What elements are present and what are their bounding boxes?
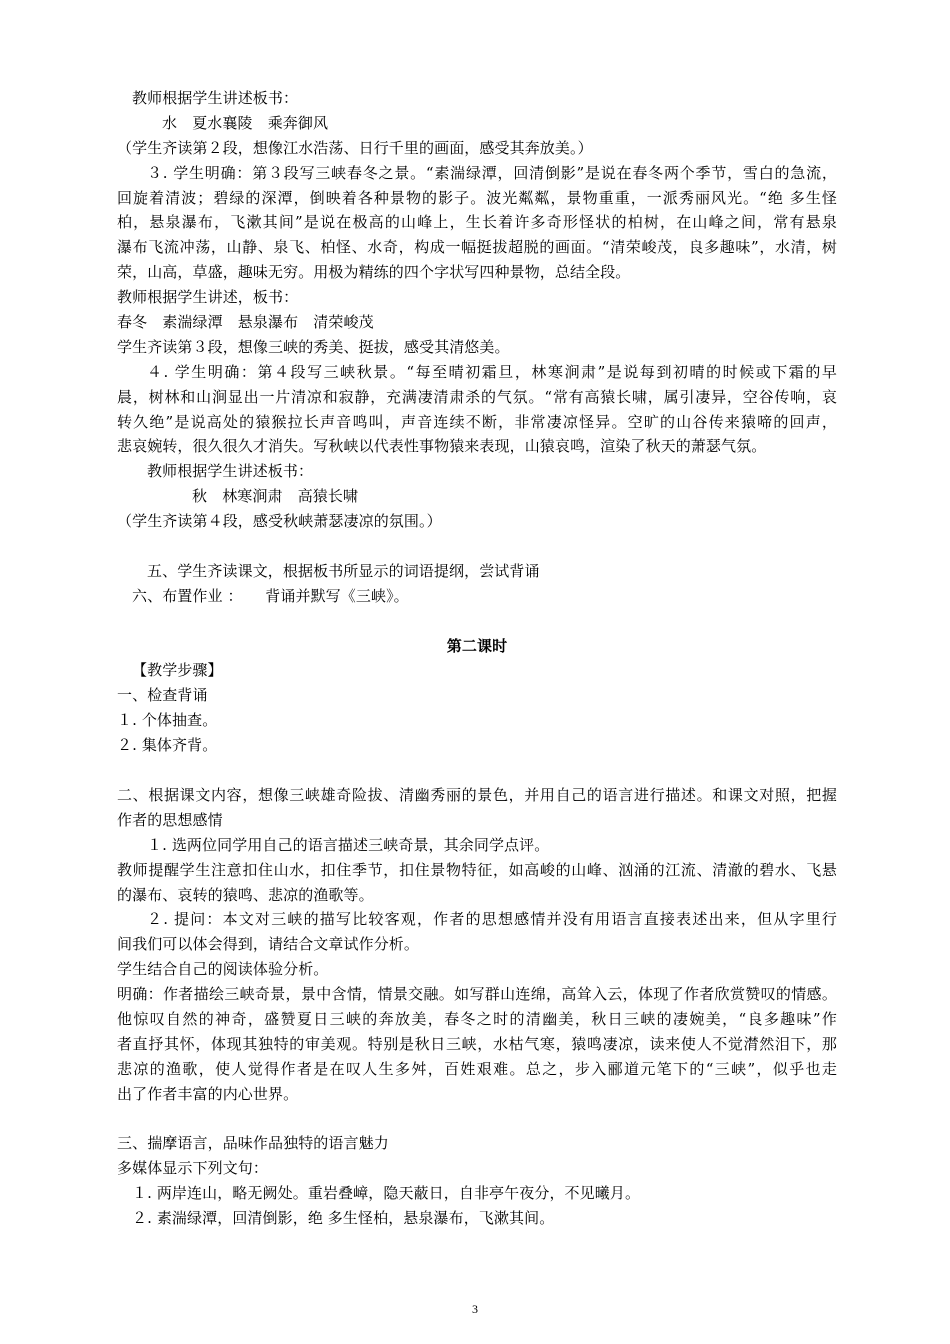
text-line: ２. 提问：本文对三峡的描写比较客观，作者的思想感情并没有用语言直接表述出来，但从字里行 bbox=[147, 910, 837, 929]
text-line: （学生齐读第４段，感受秋峡萧瑟凄凉的氛围。） bbox=[117, 512, 442, 531]
text-line: 一、检查背诵 bbox=[117, 686, 208, 705]
text-line: ２. 集体齐背。 bbox=[117, 736, 218, 755]
text-line: 作者的思想感情 bbox=[117, 810, 223, 829]
text-line: 教师根据学生讲述板书： bbox=[132, 89, 299, 107]
text-line: 柏，悬泉瀑布，飞漱其间”是说在极高的山峰上，生长着许多奇形怪状的柏树，在山峰之间，常有悬泉 bbox=[117, 213, 837, 232]
text-line: 间我们可以体会得到，请结合文章试作分析。 bbox=[117, 935, 420, 954]
text-line: 秋 林寒涧肃 高猿长啸 bbox=[192, 487, 359, 506]
text-line: 出了作者丰富的内心世界。 bbox=[117, 1084, 299, 1103]
text-line: 春冬 素湍绿潭 悬泉瀑布 清荣峻茂 bbox=[117, 313, 374, 332]
text-line: 悲哀婉转，很久很久才消失。写秋峡以代表性事物猿来表现，山猿哀鸣，渲染了秋天的萧瑟气氛。 bbox=[117, 437, 767, 456]
text-line: 教师根据学生讲述，板书： bbox=[117, 288, 299, 307]
text-line: 荣，山高，草盛，趣味无穷。用极为精练的四个字状写四种景物，总结全段。 bbox=[117, 263, 631, 282]
text-line: 学生结合自己的阅读体验分析。 bbox=[117, 960, 329, 979]
text-line: 二、根据课文内容，想像三峡雄奇险拔、清幽秀丽的景色，并用自己的语言进行描述。和课文对照，把握 bbox=[117, 785, 837, 804]
text-line bbox=[117, 1107, 837, 1132]
text-line: 教师提醒学生注意扣住山水，扣住季节，扣住景物特征，如高峻的山峰、汹涌的江流、清澈的碧水、飞悬 bbox=[117, 860, 837, 879]
text-line: 他惊叹自然的神奇，盛赞夏日三峡的奔放美，春冬之时的清幽美，秋日三峡的凄婉美，“良多趣味”作 bbox=[117, 1009, 837, 1028]
document-body bbox=[117, 86, 837, 1231]
text-line: 的瀑布、哀转的猿鸣、悲凉的渔歌等。 bbox=[117, 885, 374, 904]
section-heading: 第二课时 bbox=[446, 636, 508, 655]
text-line: 悲凉的渔歌，使人觉得作者是在叹人生多舛，百姓艰难。总之，步入郦道元笔下的“三峡”，似乎也走 bbox=[117, 1059, 837, 1078]
text-line bbox=[117, 534, 837, 559]
text-line: ２. 素湍绿潭，回清倒影，绝 多生怪柏，悬泉瀑布，飞漱其间。 bbox=[132, 1209, 555, 1228]
text-line: 晨，树林和山涧显出一片清凉和寂静，充满凄清肃杀的气氛。“常有高猿长啸，属引凄异，空谷传响，哀 bbox=[117, 387, 837, 406]
text-line: 者直抒其怀，体现其独特的审美观。特别是秋日三峡，水枯气寒，猿鸣凄凉，读来使人不觉潸然泪下，那 bbox=[117, 1034, 837, 1053]
text-line: １. 选两位同学用自己的语言描述三峡奇景，其余同学点评。 bbox=[147, 835, 550, 854]
text-line: 转久绝”是说高处的猿猴拉长声音鸣叫，声音连续不断，非常凄凉怪异。空旷的山谷传来猿啼的回声， bbox=[117, 412, 837, 431]
text-line: 教师根据学生讲述板书： bbox=[147, 462, 314, 481]
text-line bbox=[117, 609, 837, 634]
text-line bbox=[117, 758, 837, 783]
page-number: 3 bbox=[472, 1302, 478, 1316]
text-line: 五、学生齐读课文，根据板书所显示的词语提纲，尝试背诵 bbox=[147, 561, 540, 580]
text-line: 瀑布飞流冲荡，山静、泉飞、柏怪、水奇，构成一幅挺拔超脱的画面。“清荣峻茂，良多趣味”，水清，树 bbox=[117, 238, 837, 257]
text-line: 六、布置作业 ： 背诵并默写《三峡》。 bbox=[132, 586, 409, 605]
text-line: 多媒体显示下列文句： bbox=[117, 1159, 269, 1178]
text-line: 三、揣摩语言，品味作品独特的语言魅力 bbox=[117, 1134, 389, 1153]
text-line: 回旋着清波；碧绿的深潭，倒映着各种景物的影子。波光粼粼，景物重重，一派秀丽风光。“绝 多生怪 bbox=[117, 188, 837, 207]
text-line: 【教学步骤】 bbox=[132, 661, 223, 680]
text-line: 水 夏水襄陵 乘奔御风 bbox=[162, 113, 329, 132]
text-line: ３. 学生明确：第３段写三峡春冬之景。“素湍绿潭，回清倒影”是说在春冬两个季节，雪白的急流， bbox=[147, 163, 837, 182]
text-line: 明确：作者描绘三峡奇景，景中含情，情景交融。如写群山连绵，高耸入云，体现了作者欣赏赞叹的情感。 bbox=[117, 985, 837, 1004]
text-line: （学生齐读第２段，想像江水浩荡、日行千里的画面，感受其奔放美。） bbox=[117, 138, 593, 157]
text-line: １. 两岸连山，略无阙处。重岩叠嶂，隐天蔽日，自非亭午夜分，不见曦月。 bbox=[132, 1184, 641, 1203]
text-line: １. 个体抽查。 bbox=[117, 711, 218, 730]
text-line: 学生齐读第３段，想像三峡的秀美、挺拔，感受其清悠美。 bbox=[117, 337, 510, 356]
text-line: ４. 学生明确：第４段写三峡秋景。“每至晴初霜旦，林寒涧肃”是说每到初晴的时候或下霜的早 bbox=[147, 362, 837, 381]
